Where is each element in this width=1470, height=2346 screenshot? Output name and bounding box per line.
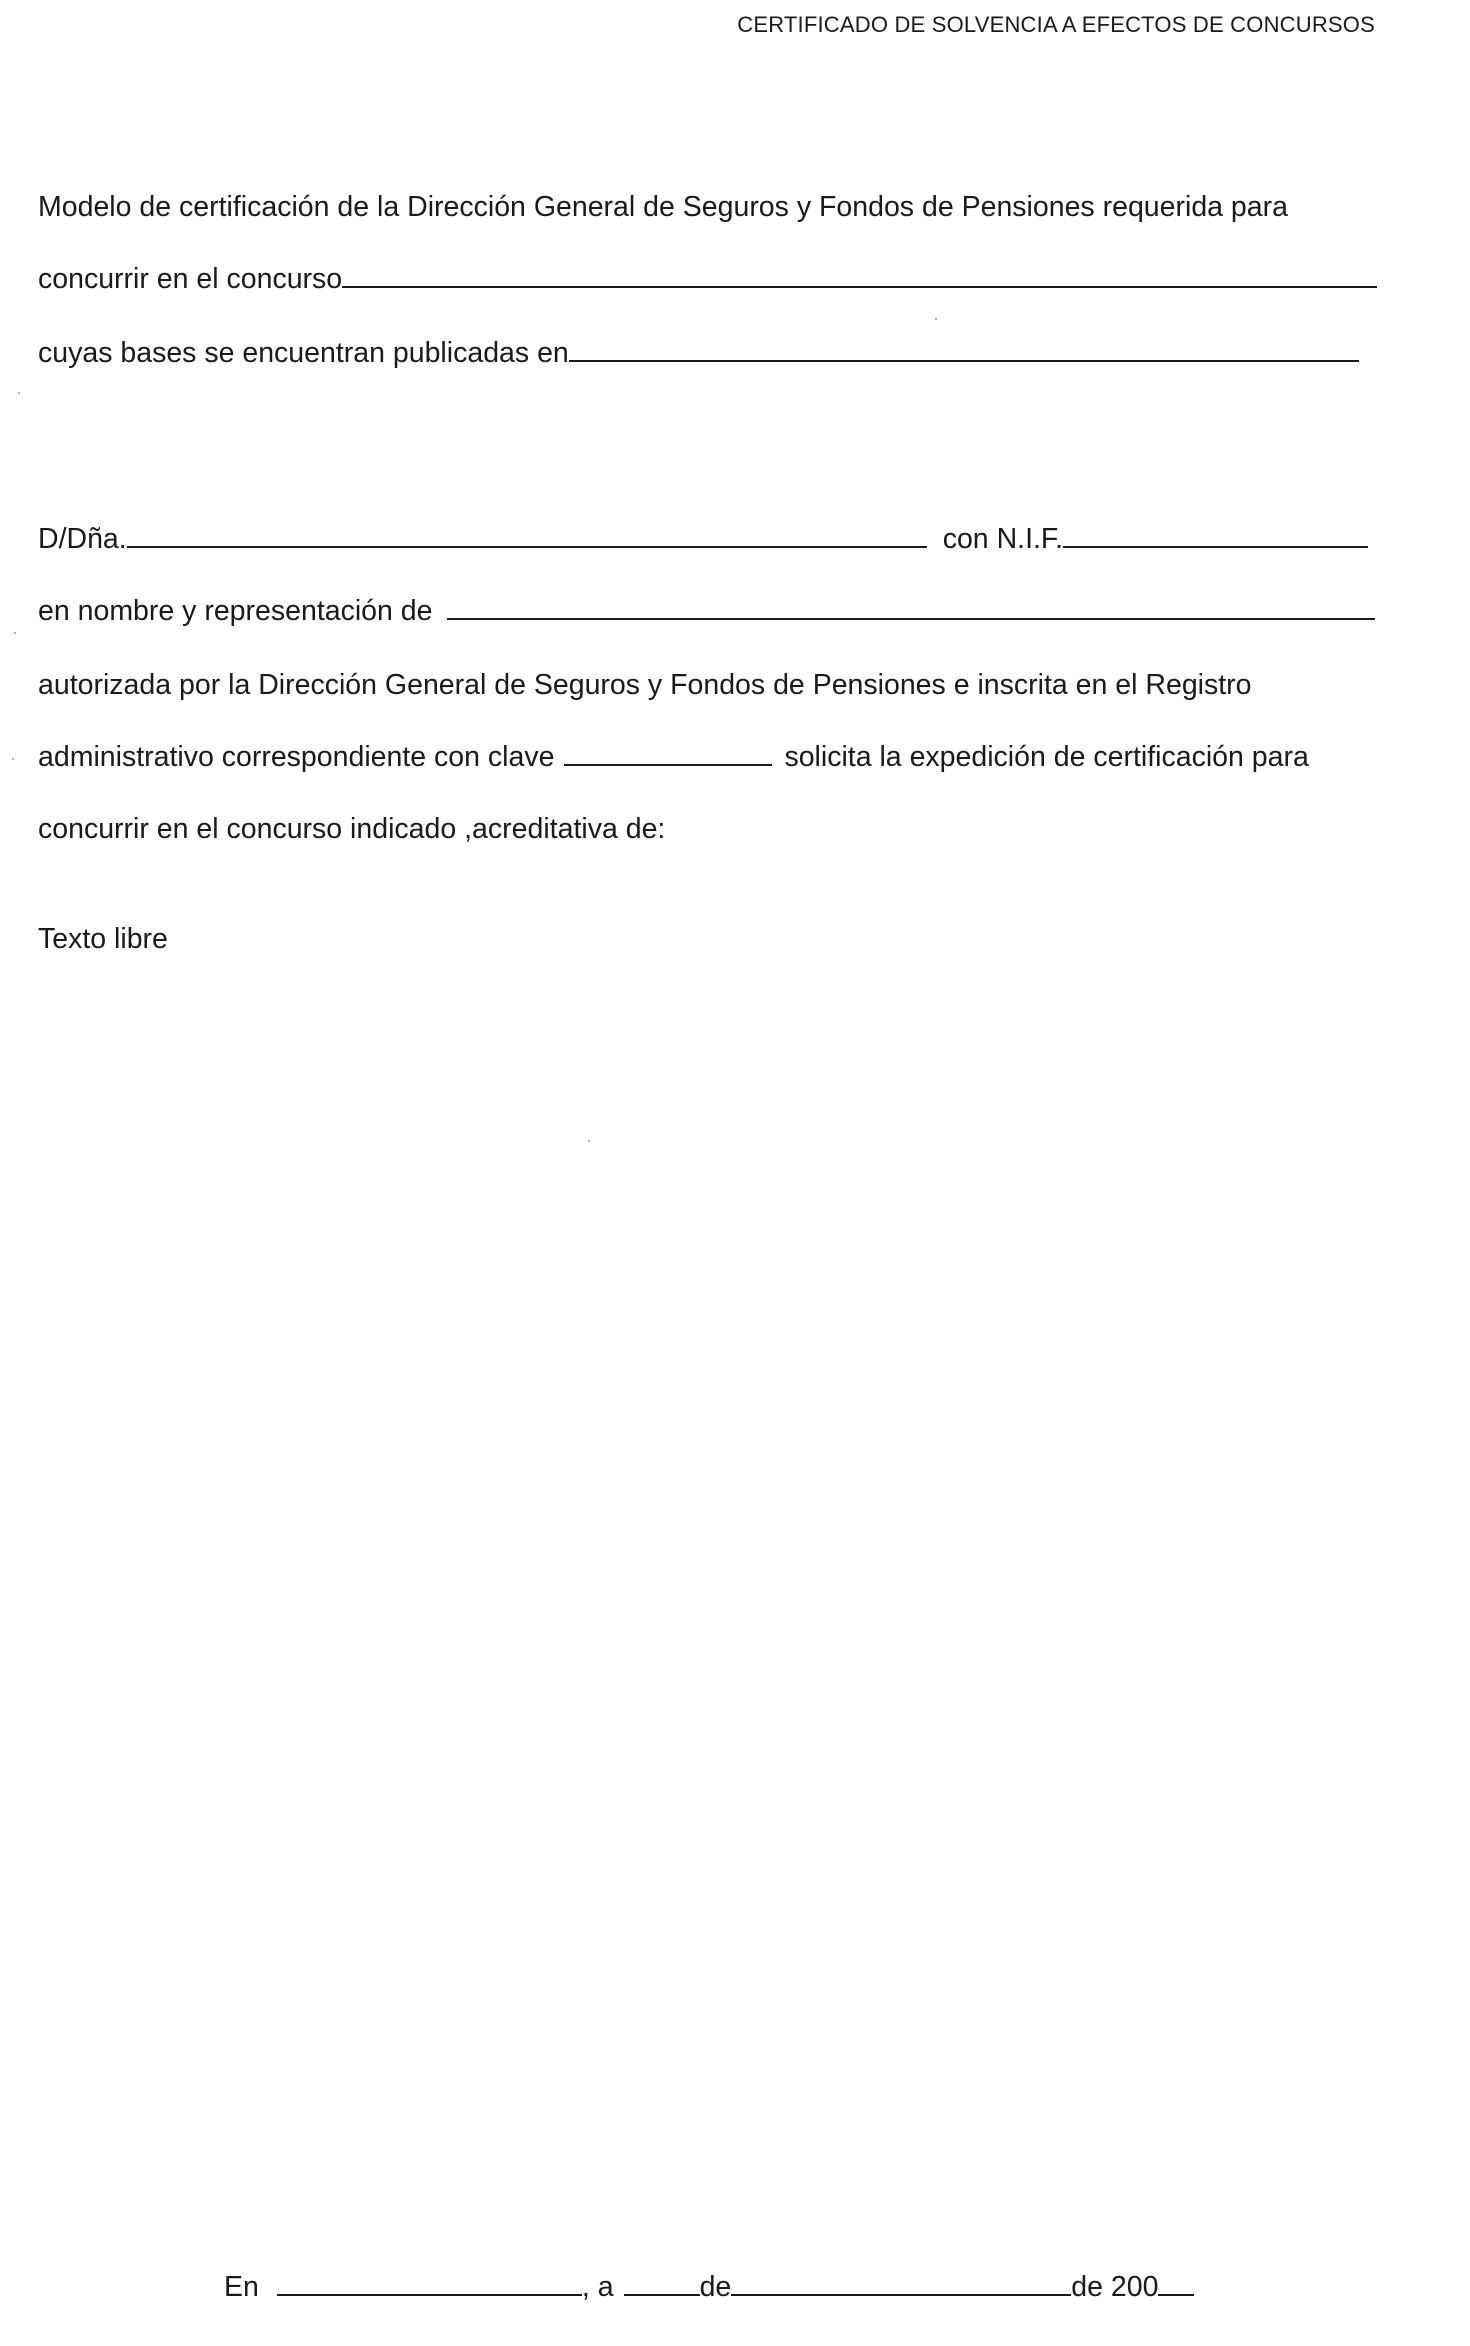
month-blank-field[interactable] xyxy=(731,2270,1071,2296)
place-blank-field[interactable] xyxy=(277,2270,582,2296)
publicadas-line xyxy=(38,336,1359,370)
scan-speck xyxy=(935,318,937,320)
scan-speck xyxy=(14,632,16,634)
scan-speck xyxy=(18,392,20,394)
concurso-blank-field[interactable] xyxy=(342,262,1377,288)
representation-line xyxy=(38,594,1375,628)
name-nif-line xyxy=(38,522,1368,556)
authorized-line: autorizada por la Dirección General de Seguros y Fondos de Pensiones e inscrita en el Registro xyxy=(38,669,1252,701)
name-blank-field[interactable] xyxy=(127,522,927,548)
concurso-label: concurrir en el concurso xyxy=(38,263,343,295)
representation-label: en nombre y representación de xyxy=(38,595,433,627)
signature-en-label: En xyxy=(224,2271,259,2303)
free-text-label: Texto libre xyxy=(38,923,168,955)
day-blank-field[interactable] xyxy=(624,2270,700,2296)
nif-blank-field[interactable] xyxy=(1063,522,1368,548)
request-text: solicita la expedición de certificación para xyxy=(784,741,1309,773)
clave-blank-field[interactable] xyxy=(564,740,772,766)
year-blank-field[interactable] xyxy=(1158,2270,1194,2296)
intro-line-1: Modelo de certificación de la Dirección General de Seguros y Fondos de Pensiones requerida para xyxy=(38,191,1288,223)
scan-speck xyxy=(588,1140,590,1142)
publicadas-blank-field[interactable] xyxy=(569,336,1359,362)
concurso-line xyxy=(38,262,1377,296)
accreditation-line: concurrir en el concurso indicado ,acreditativa de: xyxy=(38,813,666,845)
signature-a-label: , a xyxy=(581,2271,614,2303)
document-header-title: CERTIFICADO DE SOLVENCIA A EFECTOS DE CONCURSOS xyxy=(737,12,1375,37)
signature-date-line xyxy=(224,2270,1194,2304)
representation-blank-field[interactable] xyxy=(447,594,1375,620)
signature-de-label-2: de 200 xyxy=(1071,2271,1159,2303)
clave-line xyxy=(38,740,1309,774)
clave-label: administrativo correspondiente con clave xyxy=(38,741,555,773)
name-label: D/Dña. xyxy=(38,523,127,555)
publicadas-label: cuyas bases se encuentran publicadas en xyxy=(38,337,569,369)
scan-speck xyxy=(12,758,14,760)
signature-de-label-1: de xyxy=(699,2271,732,2303)
nif-label: con N.I.F. xyxy=(942,523,1064,555)
